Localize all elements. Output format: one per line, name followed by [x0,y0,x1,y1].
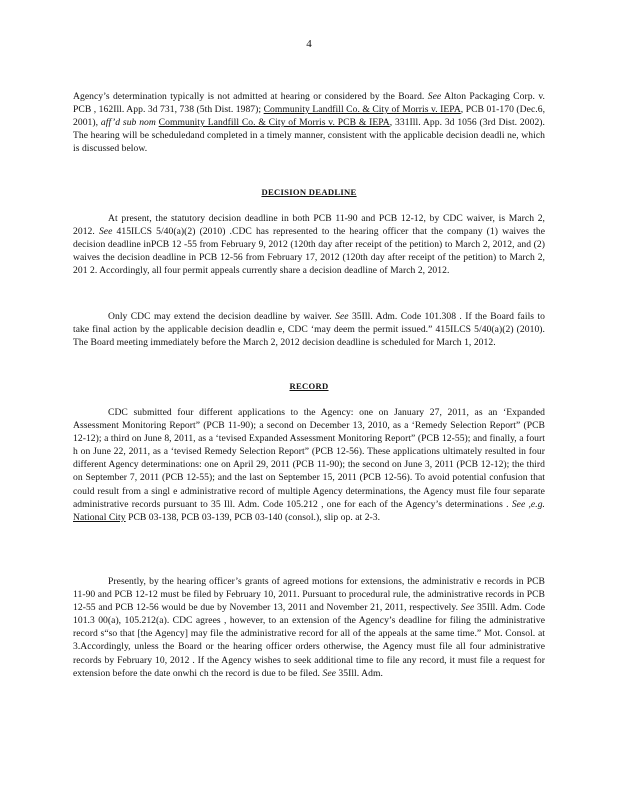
p5-text-a: Presently, by the hearing officer’s grants of agreed motions for extensions, the administrativ e records in PCB 11-90 and PCB 12-12 must be filed by February 10, 2011. Pursuant to procedural rule, the administrative records in PCB 12-55 and PCB 12-56 would be due by November 13, 2011 and November 21, 2011, respectively. [73,576,545,614]
p1-see: See [427,91,442,102]
paragraph-intro [73,90,545,155]
p5-text-b: 35Ill. Adm. Code 101.3 00(a), 105.212(a). CDC agrees , however, to an extension of the Agency’s deadline for filing the administrative record s“so that [the Agency] may file the administrative record for all of the appeals at the same time.” Mot. Consol. at 3.Accordingly, unless the Board or the hearing officer orders otherwise, the Agency must file all four administrative records by February 10, 2012 . If the Agency wishes to seek additional time to file any record, it must file a request for extension before the date onwhi ch the record is due to be filed. [73,602,546,679]
p1-affd: aff’d sub nom [100,117,156,129]
heading-record: RECORD [289,381,329,391]
p3-see: See [335,311,349,322]
p4-case-national-city: National City [73,511,126,523]
heading-decision-deadline: DECISION DEADLINE [261,187,357,197]
page-number: 4 [306,38,312,50]
p4-see-eg: See ,e.g. [511,498,545,510]
p4-text-d: PCB 03-138, PCB 03-139, PCB 03-140 (consol.), slip op. at 2-3. [128,511,381,523]
p3-text-b: 35Ill. Adm. Code 101.308 . If the Board fails to take final action by the applicable decision deadlin e, CDC ‘may deem the permit issued.” 415ILCS 5/40(a)(2) (2010). The Board meeting immediately before the March 2, 2012 decision deadline is scheduled for March 1, 2012. [73,311,545,349]
p1-case-community-landfill-iepa: Community Landfill Co. & City of Morris v. IEPA [263,104,461,116]
p2-see: See [98,226,113,238]
p2-text-b: 415ILCS 5/40(a)(2) (2010) .CDC has represented to the hearing officer that the company (1) waives the decision deadline inPCB 12 -55 from February 9, 2012 (120th day after receipt of the petition) to March 2, 2012, and (2) waives the decision deadline in PCB 12-56 from February 17, 2012 (120th day after receipt of the petition) to March 2, 201 2. Accordingly, all four permit appeals currently share a decision deadline of March 2, 2012. [73,226,545,277]
paragraph-record-applications [73,406,545,524]
p1-text-f: , 331Ill. App. 3d 1056 (3rd Dist. 2002). The hearing will be scheduledand completed in a timely manner, consistent with the applicable decision deadli ne, which is discussed below. [73,117,545,155]
p1-text-d: , PCB 01-170 (Dec.6, 2001), [73,104,546,129]
p5-text-c: 35Ill. Adm. [338,667,383,679]
p1-case-community-landfill-pcb: Community Landfill Co. & City of Morris v. PCB & IEPA [158,117,390,129]
p4-text-a: CDC submitted four different applications to the Agency: one on January 27, 2011, as an ‘Expanded Assessment Monitoring Report” (PCB 11-90); a second on December 13, 2010, as a ‘Remedy Selection Report” (PCB 12-12); a third on June 8, 2011, as a ‘tevised Expanded Assessment Monitoring Report” (PCB 12-55); and finally, a fourt h on June 22, 2011, as a ‘tevised Remedy Selection Report” (PCB 12-56). These applications ultimately resulted in four different Agency determinations: one on April 29, 2011 (PCB 11-90); the second on June 3, 2011 (PCB 12-12); the third on September 7, 2011 (PCB 12-55); and the last on September 15, 2011 (PCB 12-56). To avoid potential confusion that could result from a singl e administrative record of multiple Agency determinations, the Agency must file four separate administrative records pursuant to 35 Ill. Adm. Code 105.212 , one for each of the Agency’s determinations . [73,407,545,510]
p2-text-a: At present, the statutory decision deadline in both PCB 11-90 and PCB 12-12, by CDC waiver, is March 2, 2012. [73,213,545,238]
p3-text-a: Only CDC may extend the decision deadline by waiver. [108,311,332,322]
paragraph-record-deadlines [73,575,545,680]
paragraph-decision-deadline [73,212,545,277]
p5-see-2: See [322,667,336,679]
paragraph-waiver [73,310,545,349]
p1-citation-alton: Alton Packaging Corp. v. PCB , 162Ill. App. 3d 731, 738 (5th Dist. 1987); [73,91,546,116]
p1-text-a: Agency’s determination typically is not admitted at hearing or considered by the Board. [73,91,425,102]
p5-see: See [460,602,475,614]
